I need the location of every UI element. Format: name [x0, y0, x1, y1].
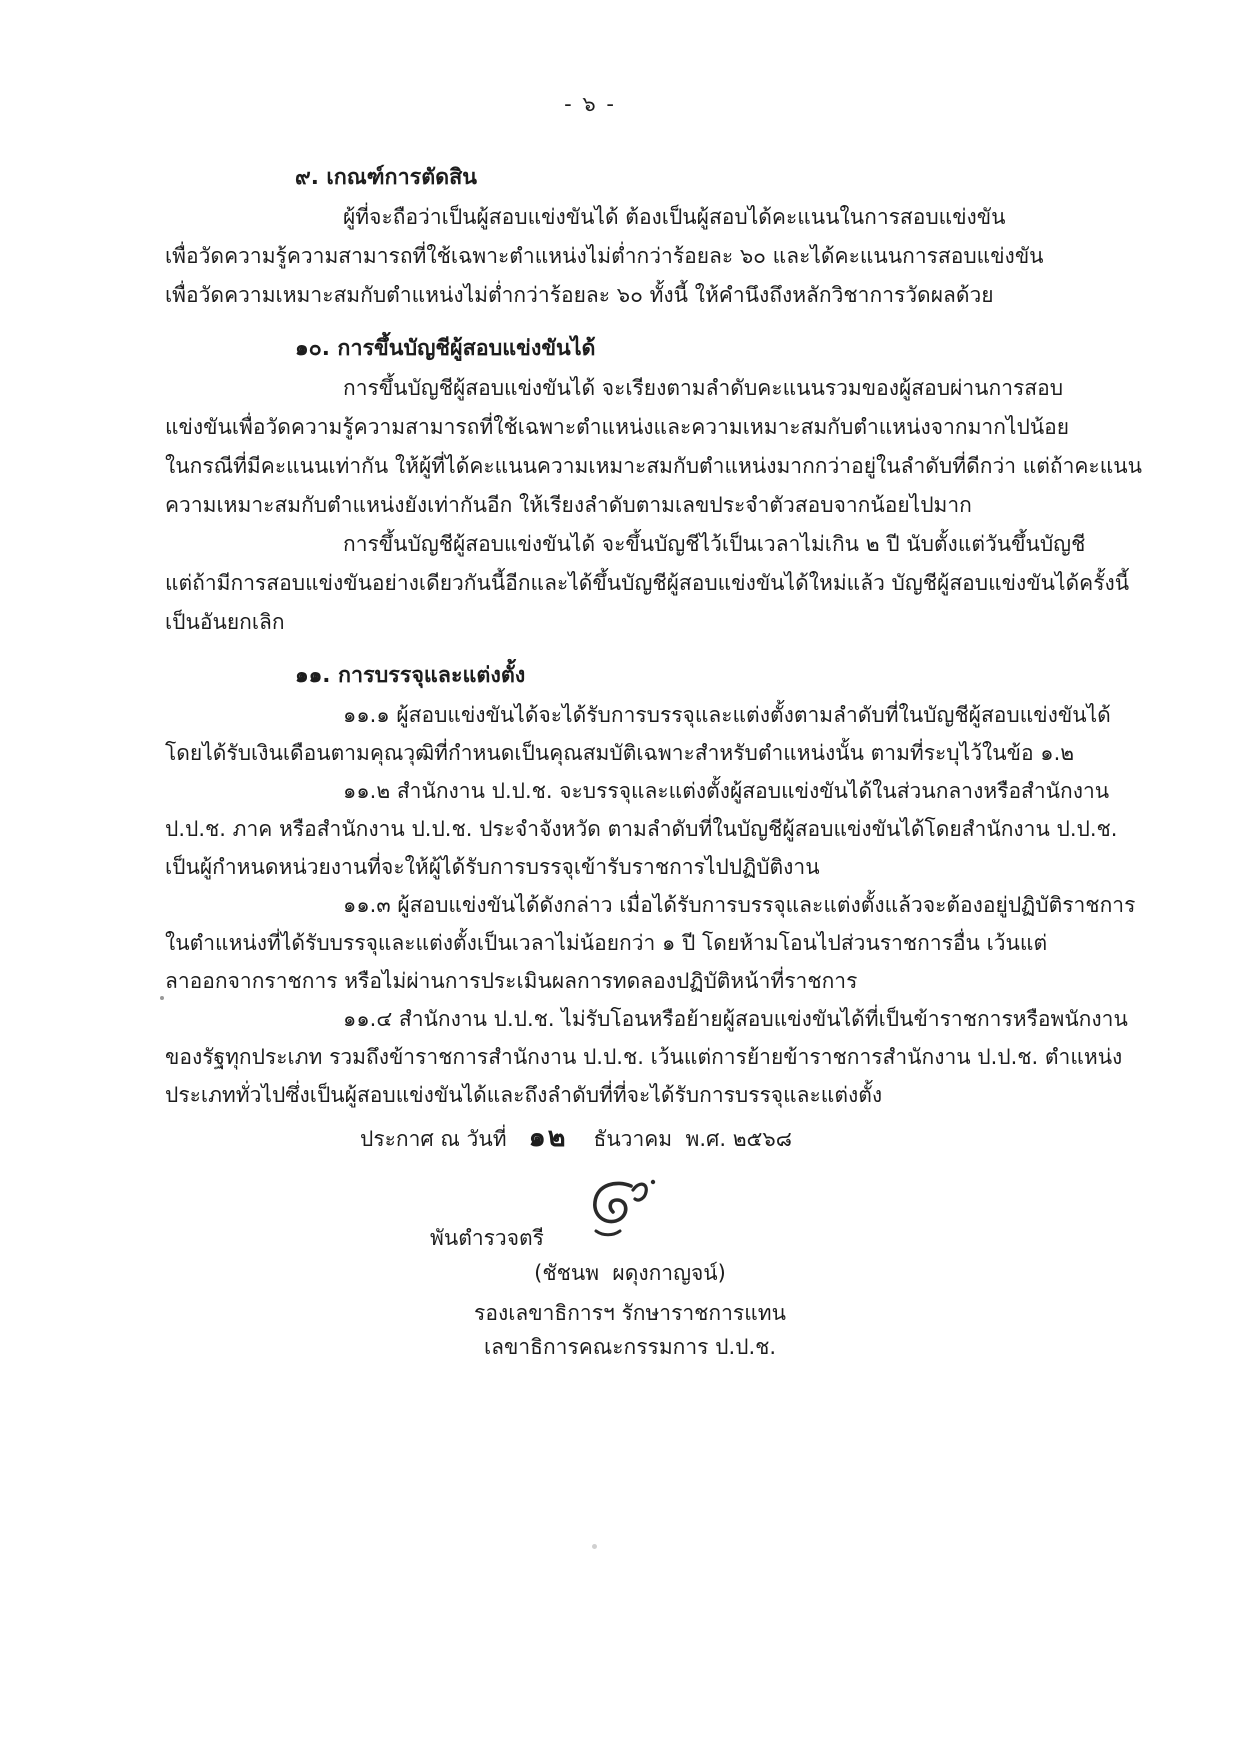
body-line: ประเภททั่วไปซึ่งเป็นผู้สอบแข่งขันได้และถึงลำดับที่ที่จะได้รับการบรรจุและแต่งตั้ง — [165, 1083, 883, 1107]
page-number: - ๖ - — [564, 92, 616, 116]
body-line: ๑๑.๑ ผู้สอบแข่งขันได้จะได้รับการบรรจุและแต่งตั้งตามลำดับที่ในบัญชีผู้สอบแข่งขันได้ — [343, 703, 1111, 727]
body-line: โดยได้รับเงินเดือนตามคุณวุฒิที่กำหนดเป็นคุณสมบัติเฉพาะสำหรับตำแหน่งนั้น ตามที่ระบุไว้ในข้อ ๑.๒ — [165, 741, 1075, 765]
signer-position-line1: รองเลขาธิการฯ รักษาราชการแทน — [474, 1301, 786, 1325]
signer-name: (ชัชนพ ผดุงกาญจน์) — [534, 1261, 726, 1285]
body-line: ๑๑.๒ สำนักงาน ป.ป.ช. จะบรรจุและแต่งตั้งผู้สอบแข่งขันได้ในส่วนกลางหรือสำนักงาน — [343, 779, 1110, 803]
body-line: เป็นผู้กำหนดหน่วยงานที่จะให้ผู้ได้รับการบรรจุเข้ารับราชการไปปฏิบัติงาน — [165, 855, 820, 879]
date-suffix: ธันวาคม พ.ศ. ๒๕๖๘ — [593, 1127, 792, 1151]
signer-rank: พันตำรวจตรี — [430, 1226, 544, 1250]
body-line: ความเหมาะสมกับตำแหน่งยังเท่ากันอีก ให้เรียงลำดับตามเลขประจำตัวสอบจากน้อยไปมาก — [165, 493, 972, 517]
body-line: เพื่อวัดความรู้ความสามารถที่ใช้เฉพาะตำแหน่งไม่ต่ำกว่าร้อยละ ๖๐ และได้คะแนนการสอบแข่งขัน — [165, 244, 1044, 268]
body-line: ของรัฐทุกประเภท รวมถึงข้าราชการสำนักงาน ป.ป.ช. เว้นแต่การย้ายข้าราชการสำนักงาน ป.ป.ช. ตำแหน่ง — [165, 1045, 1123, 1069]
signer-position-line2: เลขาธิการคณะกรรมการ ป.ป.ช. — [483, 1335, 777, 1359]
body-line: เพื่อวัดความเหมาะสมกับตำแหน่งไม่ต่ำกว่าร้อยละ ๖๐ ทั้งนี้ ให้คำนึงถึงหลักวิชาการวัดผลด้วย — [165, 283, 994, 307]
body-line: ในตำแหน่งที่ได้รับบรรจุและแต่งตั้งเป็นเวลาไม่น้อยกว่า ๑ ปี โดยห้ามโอนไปส่วนราชการอื่น เว้นแต่ — [165, 931, 1048, 955]
handwritten-day: ๑๒ — [528, 1122, 568, 1153]
body-line: การขึ้นบัญชีผู้สอบแข่งขันได้ จะเรียงตามลำดับคะแนนรวมของผู้สอบผ่านการสอบ — [343, 376, 1064, 400]
closing-block — [165, 1118, 1015, 1438]
body-line: ป.ป.ช. ภาค หรือสำนักงาน ป.ป.ช. ประจำจังหวัด ตามลำดับที่ในบัญชีผู้สอบแข่งขันได้โดยสำนักงาน ป.ป.ช. — [165, 817, 1118, 841]
document-body — [165, 90, 1142, 1114]
signature-icon — [583, 1176, 673, 1254]
section-11-paragraphs — [165, 696, 1136, 1114]
body-line: ๑๑.๓ ผู้สอบแข่งขันได้ดังกล่าว เมื่อได้รับการบรรจุและแต่งตั้งแล้วจะต้องอยู่ปฏิบัติราชการ — [343, 893, 1136, 917]
body-line: ลาออกจากราชการ หรือไม่ผ่านการประเมินผลการทดลองปฏิบัติหน้าที่ราชการ — [165, 969, 858, 993]
scan-speck — [592, 1544, 597, 1549]
body-line: การขึ้นบัญชีผู้สอบแข่งขันได้ จะขึ้นบัญชีไว้เป็นเวลาไม่เกิน ๒ ปี นับตั้งแต่วันขึ้นบัญชี — [343, 532, 1086, 556]
section-heading-11: ๑๑. การบรรจุและแต่งตั้ง — [295, 663, 526, 688]
announcement-date-line — [360, 1118, 792, 1159]
date-prefix: ประกาศ ณ วันที่ — [360, 1127, 507, 1151]
section-heading-10: ๑๐. การขึ้นบัญชีผู้สอบแข่งขันได้ — [295, 336, 596, 361]
body-line: ๑๑.๔ สำนักงาน ป.ป.ช. ไม่รับโอนหรือย้ายผู้สอบแข่งขันได้ที่เป็นข้าราชการหรือพนักงาน — [343, 1007, 1128, 1031]
scan-speck — [160, 996, 164, 1000]
body-line: เป็นอันยกเลิก — [165, 610, 285, 634]
body-line: ผู้ที่จะถือว่าเป็นผู้สอบแข่งขันได้ ต้องเป็นผู้สอบได้คะแนนในการสอบแข่งขัน — [343, 205, 1006, 229]
body-line: แต่ถ้ามีการสอบแข่งขันอย่างเดียวกันนี้อีกและได้ขึ้นบัญชีผู้สอบแข่งขันได้ใหม่แล้ว บัญชีผู้สอบแข่งขันได้ครั้งนี้ — [165, 571, 1130, 595]
body-line: ในกรณีที่มีคะแนนเท่ากัน ให้ผู้ที่ได้คะแนนความเหมาะสมกับตำแหน่งมากกว่าอยู่ในลำดับที่ดีกว่า แต่ถ้าคะแนน — [165, 454, 1142, 478]
body-line: แข่งขันเพื่อวัดความรู้ความสามารถที่ใช้เฉพาะตำแหน่งและความเหมาะสมกับตำแหน่งจากมากไปน้อย — [165, 415, 1070, 439]
section-heading-9: ๙. เกณฑ์การตัดสิน — [295, 165, 477, 190]
